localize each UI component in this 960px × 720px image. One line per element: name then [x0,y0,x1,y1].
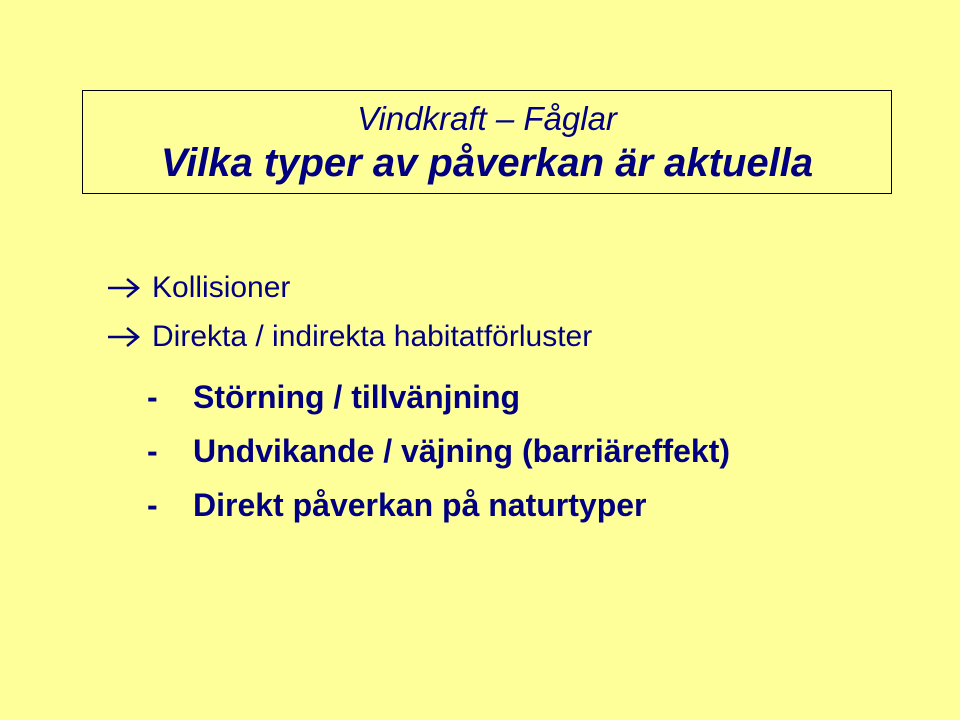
bullet-item [104,263,934,312]
dash-marker: - [147,378,158,415]
slide-title: Vindkraft – Fåglar [357,100,617,137]
sub-bullet-item [147,370,927,424]
sub-bullet-item [147,424,927,478]
bullet-list [104,263,934,361]
sub-bullet-item [147,478,927,532]
arrow-right-icon [104,322,144,352]
bullet-item [104,312,934,361]
arrow-right-icon [104,273,144,303]
dash-marker: - [147,432,158,469]
sub-bullet-text: Direkt påverkan på naturtyper [193,486,647,523]
bullet-text: Direkta / indirekta habitatförluster [152,319,593,353]
sub-bullet-list [147,370,927,532]
slide-subtitle: Vilka typer av påverkan är aktuella [160,141,814,185]
title-box [82,90,892,194]
bullet-text: Kollisioner [152,270,291,304]
dash-marker: - [147,486,158,523]
sub-bullet-text: Undvikande / väjning (barriäreffekt) [193,432,731,469]
sub-bullet-text: Störning / tillvänjning [193,378,521,415]
